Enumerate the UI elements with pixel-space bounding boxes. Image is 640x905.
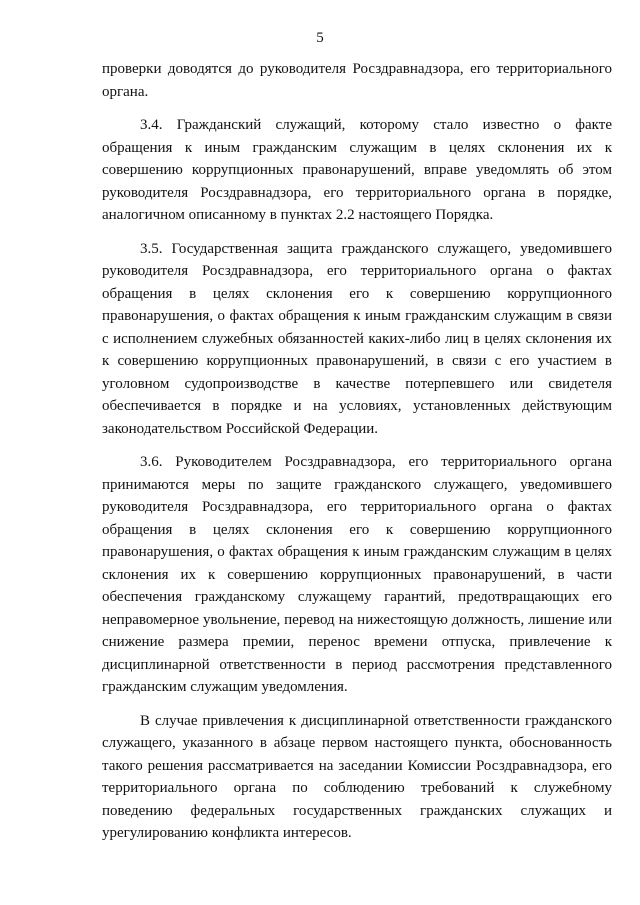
paragraph-disciplinary: В случае привлечения к дисциплинарной ответственности гражданского служащего, указанного в абзаце первом настоящего пункта, обоснованность такого решения рассматривается на заседании Комиссии Росздравнадзора, его территориального органа по соблюдению требований к служебному поведению федеральных государственных гражданских служащих и урегулированию конфликта интересов. (102, 712, 612, 841)
paragraph-continuation: проверки доводятся до руководителя Росздравнадзора, его территориального органа. (102, 61, 612, 100)
paragraph-3-6: 3.6. Руководителем Росздравнадзора, его территориального органа принимаются меры по защите гражданского служащего, уведомившего руководителя Росздравнадзора, его территориального органа о фактах обращения в целях склонения его к совершению коррупционного правонарушения, о фактах обращения к иным гражданским служащим в целях склонения их к совершению коррупционных правонарушений, в части обеспечения гражданскому служащему гарантий, предотвращающих его неправомерное увольнение, перевод на нижестоящую должность, лишение или снижение размера премии, перенос времени отпуска, привлечение к дисциплинарной ответственности в период рассмотрения представленного гражданским служащим уведомления. (102, 454, 612, 695)
page-number: 5 (316, 30, 324, 46)
paragraph-3-5: 3.5. Государственная защита гражданского служащего, уведомившего руководителя Росздравнадзора, его территориального органа о фактах обращения в целях склонения его к совершению коррупционного правонарушения, о фактах обращения к иным гражданским служащим в связи с исполнением служебных обязанностей каких-либо лиц в целях склонения их к совершению коррупционных правонарушений, в связи с его участием в уголовном судопроизводстве в качестве потерпевшего или свидетеля обеспечивается в порядке и на условиях, установленных действующим законодательством Российской Федерации. (102, 240, 612, 437)
paragraph-3-4: 3.4. Гражданский служащий, которому стало известно о факте обращения к иным гражданским служащим в целях склонения их к совершению коррупционных правонарушений, вправе уведомлять об этом руководителя Росздравнадзора, его территориального органа в порядке, аналогичном описанному в пунктах 2.2 настоящего Порядка. (102, 117, 612, 223)
document-body (102, 58, 612, 845)
